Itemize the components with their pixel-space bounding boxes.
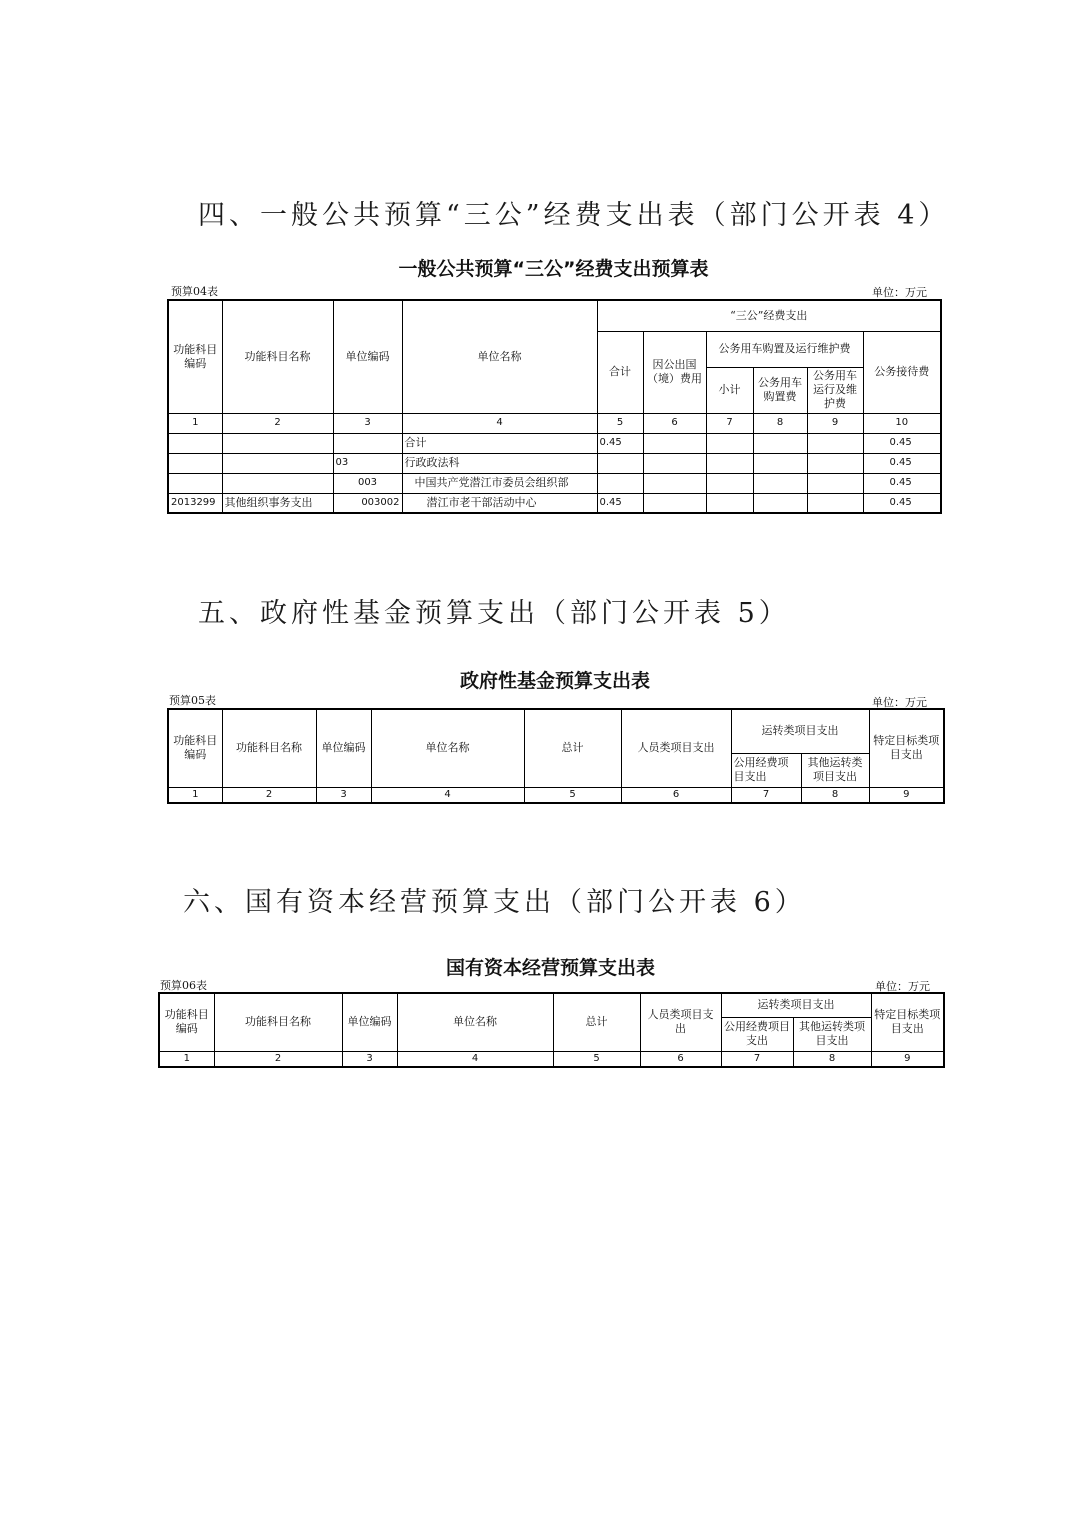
section5-heading: 五、政府性基金预算支出（部门公开表 5） <box>198 598 790 629</box>
cell-code: 2013299 <box>168 493 222 513</box>
col-number: 7 <box>721 1051 793 1067</box>
header-other-operation: 其他运转类项目支出 <box>793 1017 871 1051</box>
col-number: 5 <box>524 787 621 803</box>
header-public-funds: 公用经费项目支出 <box>731 753 801 787</box>
cell-unit-name: 合计 <box>402 433 597 453</box>
col-number: 6 <box>621 787 731 803</box>
col-number: 4 <box>397 1051 553 1067</box>
cell-empty <box>807 453 863 473</box>
header-specific: 特定目标类项目支出 <box>869 709 944 787</box>
cell-code <box>168 453 222 473</box>
cell-name <box>222 473 333 493</box>
header-car-group: 公务用车购置及运行维护费 <box>706 331 863 367</box>
header-personnel: 人员类项目支出 <box>621 709 731 787</box>
section6-form-code: 预算06表 <box>160 979 207 992</box>
section4-heading: 四、一般公共预算“三公”经费支出表（部门公开表 4） <box>198 200 950 231</box>
header-other-operation: 其他运转类项目支出 <box>801 753 869 787</box>
header-name: 功能科目名称 <box>214 993 342 1051</box>
cell-reception: 0.45 <box>863 493 941 513</box>
header-total: 总计 <box>524 709 621 787</box>
header-code: 功能科目编码 <box>159 993 214 1051</box>
col-number: 4 <box>371 787 524 803</box>
section6-table-title: 国有资本经营预算支出表 <box>445 957 655 979</box>
header-car-purchase: 公务用车购置费 <box>753 367 807 413</box>
cell-code <box>168 433 222 453</box>
cell-empty <box>643 433 706 453</box>
section6-unit-label: 单位：万元 <box>875 980 930 993</box>
col-number: 9 <box>807 413 863 433</box>
table-row <box>168 473 941 493</box>
header-name: 功能科目名称 <box>222 709 316 787</box>
table-row <box>168 453 941 473</box>
col-number: 9 <box>871 1051 944 1067</box>
cell-unit-code: 003002 <box>333 493 402 513</box>
header-car-run: 公务用车运行及维护费 <box>807 367 863 413</box>
col-number: 7 <box>731 787 801 803</box>
cell-unit-name: 中国共产党潜江市委员会组织部 <box>402 473 597 493</box>
header-unit-name: 单位名称 <box>371 709 524 787</box>
header-name: 功能科目名称 <box>222 300 333 413</box>
cell-unit-code: 03 <box>333 453 402 473</box>
col-number: 6 <box>643 413 706 433</box>
col-number: 5 <box>553 1051 640 1067</box>
header-operation-group: 运转类项目支出 <box>721 993 871 1017</box>
header-specific: 特定目标类项目支出 <box>871 993 944 1051</box>
col-number: 6 <box>640 1051 721 1067</box>
cell-total: 0.45 <box>597 433 643 453</box>
cell-empty <box>807 433 863 453</box>
cell-empty <box>643 453 706 473</box>
header-public-funds: 公用经费项目支出 <box>721 1017 793 1051</box>
section4-table <box>167 299 942 514</box>
cell-unit-code <box>333 433 402 453</box>
col-number: 8 <box>801 787 869 803</box>
col-number: 8 <box>753 413 807 433</box>
cell-empty <box>753 433 807 453</box>
col-number: 2 <box>214 1051 342 1067</box>
header-abroad: 因公出国（境）费用 <box>643 331 706 413</box>
section5-form-code: 预算05表 <box>169 694 216 707</box>
header-unit-code: 单位编码 <box>342 993 397 1051</box>
col-number: 1 <box>168 413 222 433</box>
cell-unit-code: 003 <box>333 473 402 493</box>
cell-reception: 0.45 <box>863 453 941 473</box>
header-operation-group: 运转类项目支出 <box>731 709 869 753</box>
header-personnel: 人员类项目支出 <box>640 993 721 1051</box>
header-unit-name: 单位名称 <box>402 300 597 413</box>
header-total: 合计 <box>597 331 643 413</box>
cell-empty <box>753 493 807 513</box>
header-three-public-group: “三公”经费支出 <box>597 300 941 331</box>
header-code: 功能科目编码 <box>168 300 222 413</box>
cell-empty <box>706 493 753 513</box>
table-row <box>168 433 941 453</box>
cell-name: 其他组织事务支出 <box>222 493 333 513</box>
cell-empty <box>706 433 753 453</box>
cell-total: 0.45 <box>597 493 643 513</box>
cell-empty <box>706 453 753 473</box>
cell-empty <box>643 493 706 513</box>
col-number: 3 <box>342 1051 397 1067</box>
cell-total <box>597 453 643 473</box>
col-number: 2 <box>222 787 316 803</box>
header-unit-name: 单位名称 <box>397 993 553 1051</box>
cell-empty <box>807 493 863 513</box>
cell-reception: 0.45 <box>863 433 941 453</box>
section5-table <box>167 708 945 804</box>
table-row <box>168 493 941 513</box>
section5-table-title: 政府性基金预算支出表 <box>459 670 650 692</box>
cell-total <box>597 473 643 493</box>
section6-heading: 六、国有资本经营预算支出（部门公开表 6） <box>183 887 806 918</box>
cell-empty <box>706 473 753 493</box>
col-number: 3 <box>333 413 402 433</box>
section4-form-code: 预算04表 <box>171 285 218 298</box>
cell-empty <box>643 473 706 493</box>
cell-reception: 0.45 <box>863 473 941 493</box>
col-number: 7 <box>706 413 753 433</box>
col-number: 1 <box>159 1051 214 1067</box>
header-unit-code: 单位编码 <box>316 709 371 787</box>
cell-empty <box>807 473 863 493</box>
cell-unit-name: 行政政法科 <box>402 453 597 473</box>
col-number: 8 <box>793 1051 871 1067</box>
cell-unit-name: 潜江市老干部活动中心 <box>402 493 597 513</box>
header-subtotal: 小计 <box>706 367 753 413</box>
col-number: 1 <box>168 787 222 803</box>
col-number: 2 <box>222 413 333 433</box>
header-unit-code: 单位编码 <box>333 300 402 413</box>
section6-table <box>158 992 945 1068</box>
col-number: 10 <box>863 413 941 433</box>
header-code: 功能科目编码 <box>168 709 222 787</box>
col-number: 3 <box>316 787 371 803</box>
header-total: 总计 <box>553 993 640 1051</box>
cell-empty <box>753 453 807 473</box>
section4-table-title: 一般公共预算“三公”经费支出预算表 <box>398 258 709 280</box>
section5-unit-label: 单位：万元 <box>872 696 927 709</box>
section4-unit-label: 单位：万元 <box>872 286 927 299</box>
cell-name <box>222 433 333 453</box>
cell-empty <box>753 473 807 493</box>
col-number: 9 <box>869 787 944 803</box>
cell-code <box>168 473 222 493</box>
col-number: 5 <box>597 413 643 433</box>
header-reception: 公务接待费 <box>863 331 941 413</box>
cell-name <box>222 453 333 473</box>
col-number: 4 <box>402 413 597 433</box>
